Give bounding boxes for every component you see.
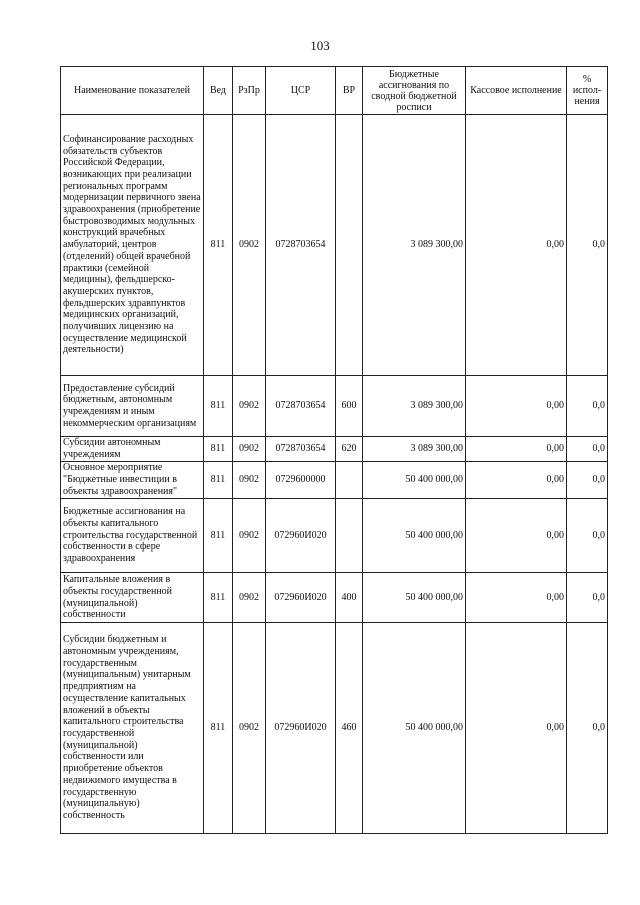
row-csr: 0729600000 (266, 462, 336, 499)
header-name: Наименование показателей (61, 67, 204, 115)
row-percent: 0,0 (567, 115, 608, 376)
header-rzpr: РзПр (233, 67, 266, 115)
row-vr (336, 462, 363, 499)
row-csr: 072960И020 (266, 573, 336, 623)
header-csr: ЦСР (266, 67, 336, 115)
row-name: Предоставление субсидий бюджетным, автономным учреждениям и иным некоммерческим организациям (61, 376, 204, 437)
row-vr: 400 (336, 573, 363, 623)
row-ved: 811 (204, 499, 233, 573)
row-ved: 811 (204, 573, 233, 623)
row-plan: 50 400 000,00 (363, 462, 466, 499)
row-vr: 600 (336, 376, 363, 437)
row-name: Субсидии автономным учреждениям (61, 437, 204, 462)
row-rzpr: 0902 (233, 462, 266, 499)
table-row (61, 115, 608, 376)
table-row (61, 573, 608, 623)
row-name: Субсидии бюджетным и автономным учреждениям, государственным (муниципальным) унитарным предприятиям на осуществление капитальных вложений в объекты капитального строительства государственной (муниципальной) собственности или приобретение объектов недвижимого имущества в государственную (муниципальную) собственность (61, 623, 204, 834)
row-plan: 3 089 300,00 (363, 376, 466, 437)
row-vr (336, 115, 363, 376)
row-csr: 0728703654 (266, 376, 336, 437)
row-rzpr: 0902 (233, 623, 266, 834)
row-plan: 3 089 300,00 (363, 115, 466, 376)
row-vr: 620 (336, 437, 363, 462)
row-name: Бюджетные ассигнования на объекты капитального строительства государственной собственности в сфере здравоохранения (61, 499, 204, 573)
row-execution: 0,00 (466, 573, 567, 623)
row-plan: 50 400 000,00 (363, 573, 466, 623)
row-percent: 0,0 (567, 623, 608, 834)
row-percent: 0,0 (567, 499, 608, 573)
row-plan: 50 400 000,00 (363, 499, 466, 573)
row-ved: 811 (204, 623, 233, 834)
row-execution: 0,00 (466, 437, 567, 462)
row-csr: 072960И020 (266, 499, 336, 573)
header-plan: Бюджетные ассигнования по сводной бюджетной росписи (363, 67, 466, 115)
page-number: 103 (310, 38, 330, 53)
row-rzpr: 0902 (233, 115, 266, 376)
row-name: Софинансирование расходных обязательств субъектов Российской Федерации, возникающих при реализации региональных программ модернизации первичного звена здравоохранения (приобретение быстровозводимых модульных конструкций врачебных амбулаторий, центров (отделений) общей врачебной практики (семейной медицины), фельдшерско-акушерских пунктов, фельдшерских здравпунктов медицинских организаций, получивших лицензию на осуществление медицинской деятельности) (61, 115, 204, 376)
row-rzpr: 0902 (233, 573, 266, 623)
header-row (61, 67, 608, 115)
row-rzpr: 0902 (233, 499, 266, 573)
row-ved: 811 (204, 376, 233, 437)
row-ved: 811 (204, 437, 233, 462)
row-csr: 072960И020 (266, 623, 336, 834)
row-plan: 3 089 300,00 (363, 437, 466, 462)
table-row (61, 623, 608, 834)
row-percent: 0,0 (567, 437, 608, 462)
header-ved: Вед (204, 67, 233, 115)
row-execution: 0,00 (466, 115, 567, 376)
row-plan: 50 400 000,00 (363, 623, 466, 834)
row-name: Основное мероприятие "Бюджетные инвестиции в объекты здравоохранения" (61, 462, 204, 499)
header-vr: ВР (336, 67, 363, 115)
budget-table (60, 66, 608, 834)
row-execution: 0,00 (466, 462, 567, 499)
row-execution: 0,00 (466, 499, 567, 573)
header-execution: Кассовое исполнение (466, 67, 567, 115)
table-row (61, 499, 608, 573)
row-percent: 0,0 (567, 573, 608, 623)
row-name: Капитальные вложения в объекты государственной (муниципальной) собственности (61, 573, 204, 623)
table-row (61, 376, 608, 437)
row-vr (336, 499, 363, 573)
row-ved: 811 (204, 115, 233, 376)
row-rzpr: 0902 (233, 437, 266, 462)
row-ved: 811 (204, 462, 233, 499)
header-percent: % испол-нения (567, 67, 608, 115)
row-csr: 0728703654 (266, 437, 336, 462)
row-rzpr: 0902 (233, 376, 266, 437)
row-vr: 460 (336, 623, 363, 834)
table-row (61, 437, 608, 462)
row-percent: 0,0 (567, 376, 608, 437)
row-csr: 0728703654 (266, 115, 336, 376)
row-execution: 0,00 (466, 376, 567, 437)
row-percent: 0,0 (567, 462, 608, 499)
table-row (61, 462, 608, 499)
row-execution: 0,00 (466, 623, 567, 834)
